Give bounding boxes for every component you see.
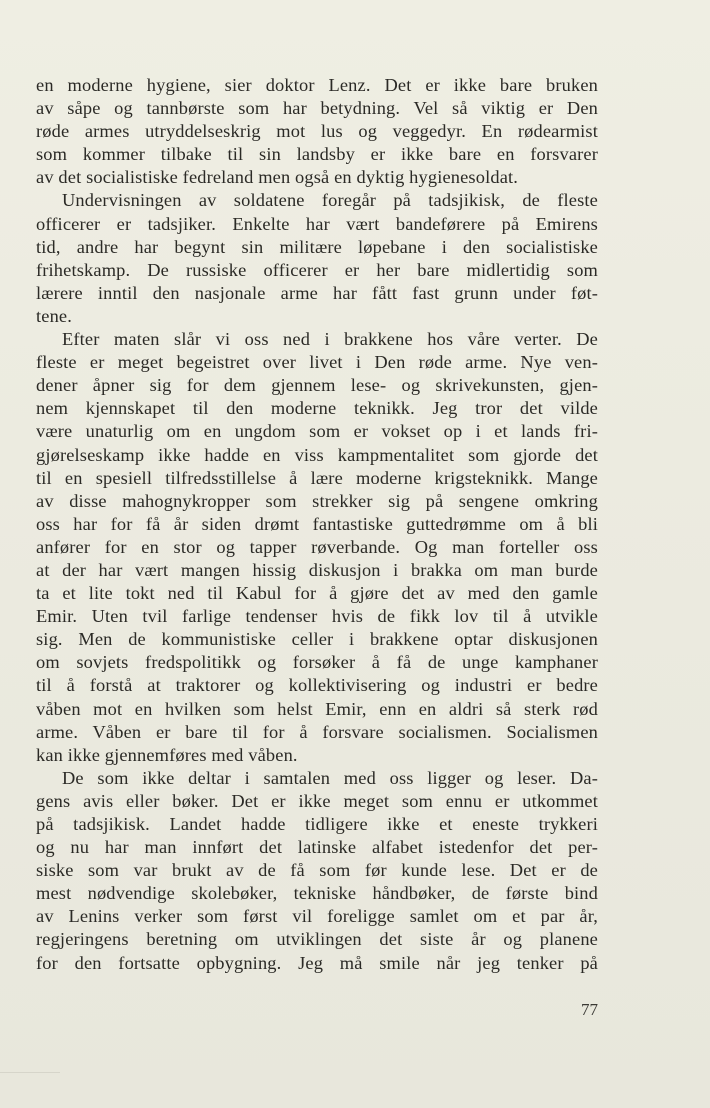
text-line: oss har for få år siden drømt fantastiske guttedrømme om å bli (36, 513, 598, 534)
text-line: Efter maten slår vi oss ned i brakkene hos våre verter. De (62, 329, 598, 350)
text-line: kan ikke gjennemføres med våben. (36, 744, 298, 765)
text-line: røde armes utryddelseskrig mot lus og veggedyr. En rødearmist (36, 121, 598, 142)
text-line: og nu har man innført det latinske alfabet istedenfor det per- (36, 837, 598, 858)
body-text (36, 74, 598, 975)
text-line: på tadsjikisk. Landet hadde tidligere ikke et eneste trykkeri (36, 814, 598, 834)
text-line: frihetskamp. De russiske officerer er her bare midlertidig som (36, 259, 598, 280)
text-line: ta et lite tokt ned til Kabul for å gjøre det av med den gamle (36, 583, 598, 604)
text-line: De som ikke deltar i samtalen med oss ligger og leser. Da- (62, 767, 598, 788)
text-line: en moderne hygiene, sier doktor Lenz. Det er ikke bare bruken (36, 75, 598, 95)
text-line: tene. (36, 305, 72, 326)
text-line: at der har vært mangen hissig diskusjon i brakka om man burde (36, 559, 598, 580)
text-line: sig. Men de kommunistiske celler i brakkene optar diskusjonen (36, 629, 598, 650)
text-line: av såpe og tannbørste som har betydning. Vel så viktig er Den (36, 98, 598, 119)
text-line: arme. Våben er bare til for å forsvare socialismen. Socialismen (36, 721, 598, 742)
text-line: til å forstå at traktorer og kollektivisering og industri er bedre (36, 675, 598, 696)
text-line: av Lenins verker som først vil foreligge samlet om et par år, (36, 906, 598, 927)
text-line: anfører for en stor og tapper røverbande. Og man forteller oss (36, 536, 598, 557)
text-line: regjeringens beretning om utviklingen det siste år og planene (36, 929, 598, 950)
text-line: Undervisningen av soldatene foregår på tadsjikisk, de fleste (62, 190, 598, 211)
text-line: mest nødvendige skolebøker, tekniske håndbøker, de første bind (36, 883, 598, 904)
text-line: være unaturlig om en ungdom som er vokset op i et lands fri- (36, 421, 598, 442)
text-line: til en spesiell tilfredsstillelse å lære moderne krigsteknikk. Mange (36, 467, 598, 488)
text-line: som kommer tilbake til sin landsby er ikke bare en forsvarer (36, 144, 598, 165)
text-line: av disse mahognykropper som strekker sig på sengene omkring (36, 490, 598, 511)
text-line: våben mot en hvilken som helst Emir, enn en aldri så sterk rød (36, 698, 598, 719)
text-line: for den fortsatte opbygning. Jeg må smile når jeg tenker på (36, 952, 598, 973)
text-line: av det socialistiske fedreland men også en dyktig hygienesoldat. (36, 167, 519, 188)
text-line: dener åpner sig for dem gjennem lese- og skrivekunsten, gjen- (36, 375, 598, 396)
page-number: 77 (581, 1000, 598, 1019)
text-line: siske som var brukt av de få som før kunde lese. Det er de (36, 860, 598, 881)
text-line: om sovjets fredspolitikk og forsøker å få de unge kamphaner (36, 652, 598, 673)
text-line: gens avis eller bøker. Det er ikke meget som ennu er utkommet (36, 790, 598, 811)
text-line: officerer er tadsjiker. Enkelte har vært bandeførere på Emirens (36, 213, 598, 234)
text-line: Emir. Uten tvil farlige tendenser hvis de fikk lov til å utvikle (36, 606, 598, 627)
text-line: nem kjennskapet til den moderne teknikk. Jeg tror det vilde (36, 398, 598, 419)
text-line: gjørelseskamp ikke hadde en viss kampmentalitet som gjorde det (36, 444, 598, 465)
page-edge-line (0, 1072, 60, 1073)
text-line: fleste er meget begeistret over livet i Den røde arme. Nye ven- (36, 352, 598, 373)
text-line: lærere inntil den nasjonale arme har fått fast grunn under føt- (36, 282, 598, 303)
text-line: tid, andre har begynt sin militære løpebane i den socialistiske (36, 236, 598, 257)
